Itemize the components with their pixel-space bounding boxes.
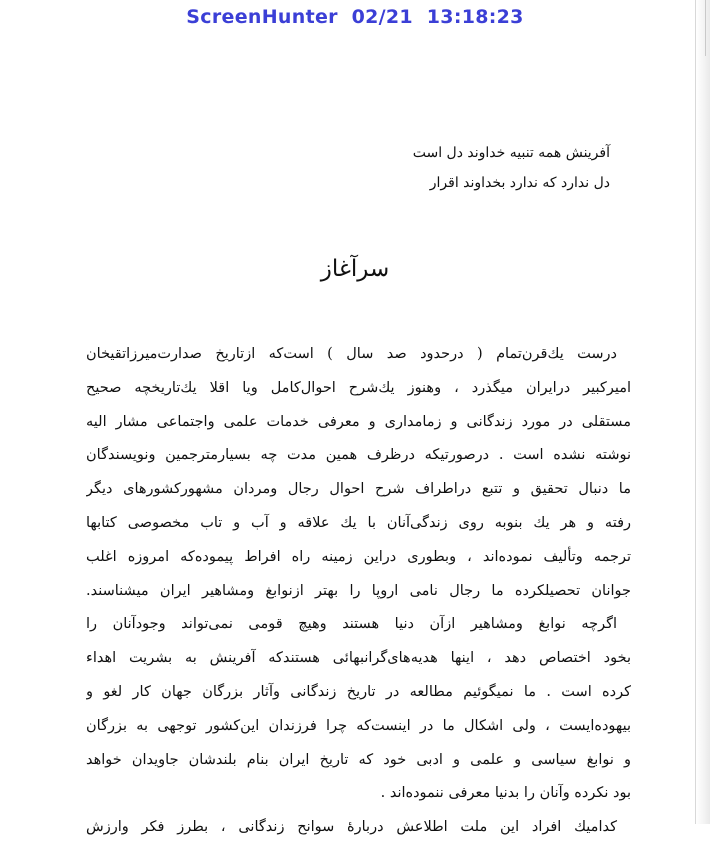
body-text (86, 338, 631, 845)
paragraph-line: بیهوده‌ایست ، ولی اشکال ما در اینست‌که چرا فرزندان این‌کشور توجهی به بزرگان (86, 717, 631, 734)
paragraph-line: مستقلی در مورد زندگانی و زمامداری و معرفی خدمات علمی واجتماعی مشار الیه (86, 413, 631, 430)
paragraph-line: و نوابغ سیاسی و علمی و ادبی خود که تاریخ ایران بنام بلندشان جاویدان خواهد (86, 751, 631, 768)
poem-line: آفرینش همه تنبیه خداوند دل است (412, 145, 610, 161)
paragraph-line: درست يك‌قرن‌تمام ( درحدود صد سال ) است‌که ازتاریخ صدارت‌میرزاتقیخان (86, 346, 617, 362)
paragraph-line: کداميك افراد این ملت اطلاعش دربارهٔ سوانح زندگانی ، بطرز فکر وارزش (86, 819, 617, 836)
paragraph-line: امیرکبیر درایران میگذرد ، وهنوز يك‌شرح احوال‌کامل ویا اقلا يك‌تاریخچه صحیح (86, 379, 631, 396)
poem-line: دل ندارد که ندارد بخداوند اقرار (429, 175, 610, 191)
paragraph-line: اگرچه نوابغ ومشاهیر ازآن دنیا هستند وهیچ قومی نمی‌تواند وجودآنان را (86, 616, 617, 633)
poem-epigraph (350, 138, 610, 198)
paragraph-line: ما دنبال تحقیق و تتبع دراطراف شرح احوال رجال ومردان مشهورکشورهای دیگر (86, 481, 631, 498)
screenhunter-watermark: ScreenHunter 02/21 13:18:23 (186, 6, 524, 28)
paragraph-line: کرده است . ما نمیگوئیم مطالعه در تاریخ زندگانی وآثار بزرگان جهان کار لغو و (86, 683, 631, 700)
paragraph-line: رفته و هر يك بنوبه روی زندگی‌آنان با يك علاقه و آب و تاب مخصوصی کتابها (86, 514, 631, 531)
chapter-heading: سرآغاز (320, 256, 390, 282)
paragraph-line: بخود اختصاص دهد ، اینها هدیه‌های‌گرانبهائی هستندکه آفرینش به بشریت اهداء (86, 650, 631, 667)
page-edge-notch (699, 0, 706, 56)
paragraph-line: نوشته نشده است . درصورتیکه درظرف همین مدت چه بسیارمترجمین ونویسندگان (86, 447, 631, 464)
paragraph-line: جوانان تحصیلکرده ما رجال نامی اروپا را بهتر ازنوابغ ومشاهیر ایران میشناسند. (86, 582, 631, 599)
paragraph-line: بود نکرده وآنان را بدنیا معرفی ننموده‌اند . (380, 785, 631, 802)
page-right-edge (695, 0, 710, 824)
paragraph-line: ترجمه وتألیف نموده‌اند ، وبطوری دراین زمینه راه افراط پیموده‌که امروزه اغلب (86, 548, 631, 565)
